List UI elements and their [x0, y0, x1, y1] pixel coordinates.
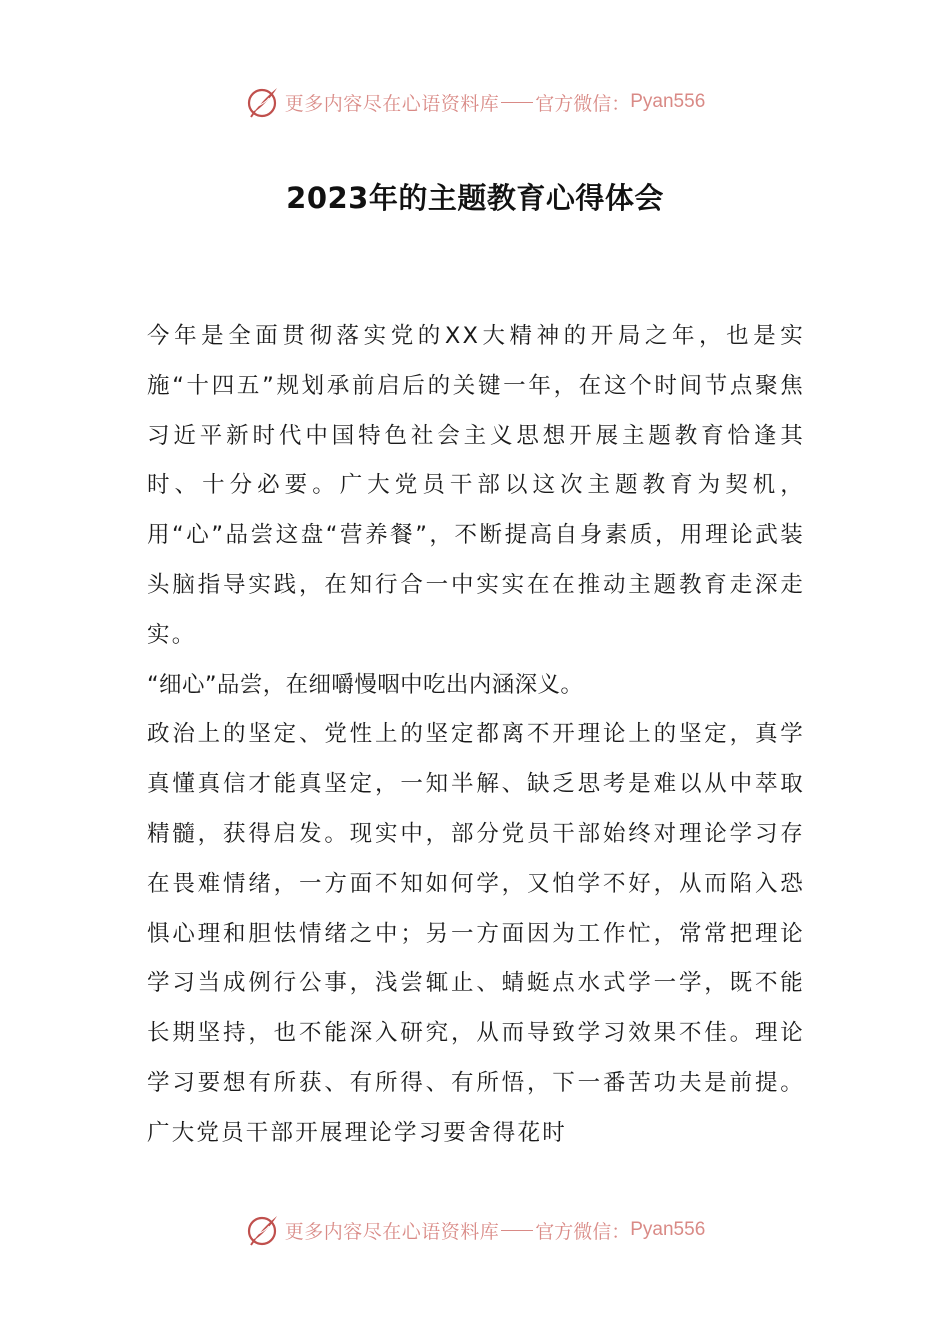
footer-banner: [0, 1210, 950, 1250]
banner-wechat-label: 官方微信：: [535, 92, 631, 115]
banner-slogan: 更多内容尽在心语资料库: [284, 92, 500, 115]
banner-slogan: 更多内容尽在心语资料库: [284, 1220, 500, 1243]
paragraph-intro: 今年是全面贯彻落实党的XX大精神的开局之年，也是实施“十四五”规划承前启后的关键一年，在这个时间节点聚焦习近平新时代中国特色社会主义思想开展主题教育恰逢其时、十分必要。广大党员干部以这次主题教育为契机，用“心”品尝这盘“营养餐”，不断提高自身素质，用理论武装头脑指导实践，在知行合一中实实在在推动主题教育走深走实。: [147, 323, 805, 648]
document-body: [147, 312, 805, 1159]
banner-wechat-label: 官方微信：: [535, 1220, 631, 1243]
section-heading: “细心”品尝，在细嚼慢咽中吃出内涵深义。: [147, 671, 584, 698]
quill-pen-logo-icon: [245, 1212, 281, 1248]
document-title: 2023年的主题教育心得体会: [286, 181, 664, 215]
banner-wechat-id: Pyan556: [630, 91, 706, 112]
paragraph-body: 政治上的坚定、党性上的坚定都离不开理论上的坚定，真学真懂真信才能真坚定，一知半解、缺乏思考是难以从中萃取精髓，获得启发。现实中，部分党员干部始终对理论学习存在畏难情绪，一方面不知如何学，又怕学不好，从而陷入恐惧心理和胆怯情绪之中；另一方面因为工作忙，常常把理论学习当成例行公事，浅尝辄止、蜻蜓点水式学一学，既不能长期坚持，也不能深入研究，从而导致学习效果不佳。理论学习要想有所获、有所得、有所悟，下一番苦功夫是前提。广大党员干部开展理论学习要舍得花时: [147, 721, 805, 1146]
banner-dash: [501, 102, 533, 103]
banner-wechat-id: Pyan556: [630, 1219, 706, 1240]
quill-pen-logo-icon: [245, 84, 281, 120]
banner-dash: [501, 1230, 533, 1231]
header-banner: [0, 82, 950, 122]
